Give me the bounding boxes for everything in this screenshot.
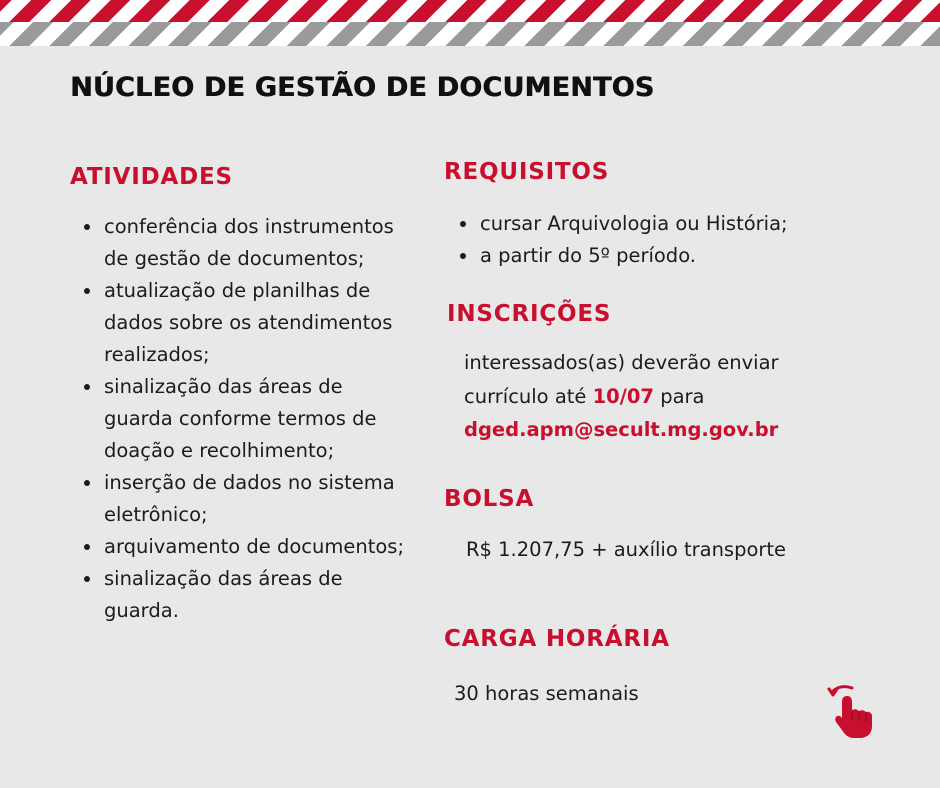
- inscricoes-heading: INSCRIÇÕES: [447, 301, 612, 327]
- list-item: sinalização das áreas de guarda conforme termos de doação e recolhimento;: [82, 371, 412, 467]
- bolsa-heading: BOLSA: [444, 486, 535, 512]
- carga-heading: CARGA HORÁRIA: [444, 626, 670, 652]
- list-item: sinalização das áreas de guarda.: [82, 563, 412, 627]
- requisitos-heading: REQUISITOS: [444, 159, 610, 185]
- page-title: NÚCLEO DE GESTÃO DE DOCUMENTOS: [70, 72, 655, 103]
- atividades-list: [82, 211, 412, 627]
- list-item: arquivamento de documentos;: [82, 531, 412, 563]
- requisitos-list: [458, 208, 878, 272]
- email-link[interactable]: dged.apm@secult.mg.gov.br: [464, 418, 779, 441]
- inscricoes-line1: interessados(as) deverão enviar: [464, 351, 779, 374]
- inscricoes-line2: [464, 380, 705, 414]
- atividades-heading: ATIVIDADES: [70, 164, 233, 190]
- deadline-date: 10/07: [592, 385, 655, 408]
- carga-value: 30 horas semanais: [454, 682, 639, 705]
- inscricoes-line2-suffix: para: [654, 385, 705, 408]
- caution-stripe-gray: [0, 22, 940, 46]
- list-item: atualização de planilhas de dados sobre os atendimentos realizados;: [82, 275, 412, 371]
- inscricoes-line2-prefix: currículo até: [464, 385, 593, 408]
- caution-stripe-red: [0, 0, 940, 22]
- tap-hand-icon: [826, 680, 876, 740]
- bolsa-value: R$ 1.207,75 + auxílio transporte: [466, 538, 787, 561]
- list-item: a partir do 5º período.: [458, 240, 878, 272]
- list-item: cursar Arquivologia ou História;: [458, 208, 878, 240]
- list-item: conferência dos instrumentos de gestão de documentos;: [82, 211, 412, 275]
- list-item: inserção de dados no sistema eletrônico;: [82, 467, 412, 531]
